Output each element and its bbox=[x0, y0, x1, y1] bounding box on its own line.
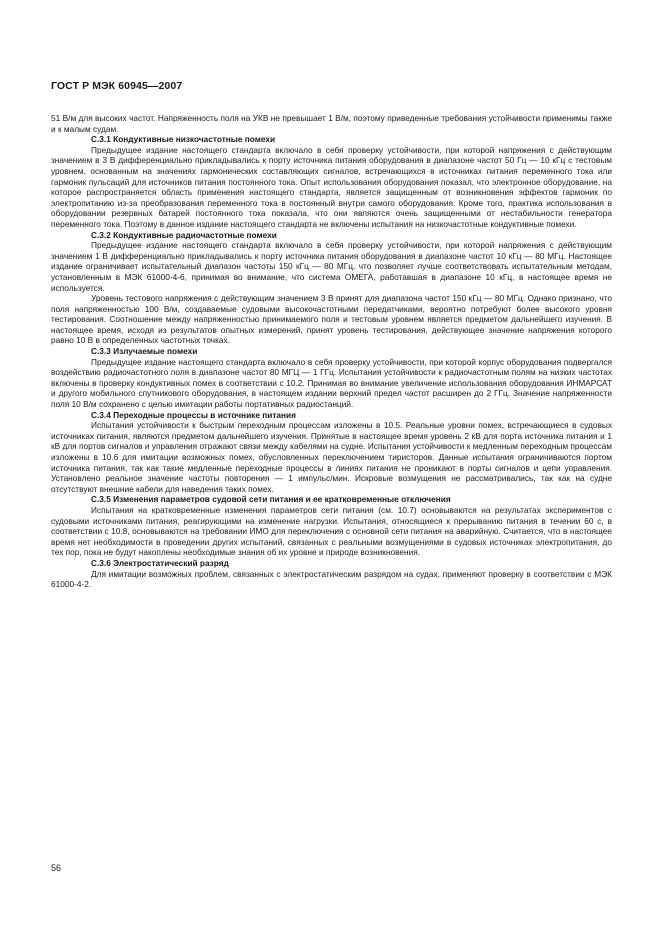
paragraph: 51 В/м для высоких частот. Напряженность поля на УКВ не превышает 1 В/м, поэтому приведенные требования устойчивости применимы также и к малым судам. bbox=[51, 113, 612, 134]
paragraph: Предыдущее издание настоящего стандарта включало в себя проверку устойчивости, при которой напряжения с действующим значением в 3 В дифференциально прикладывались к порту источника питания оборудования в диапазоне частот 50 Гц — 10 кГц с тестовым уровнем, основанным на значениях гармонических составляющих сигналов, встречающихся в источниках питания переменного тока или гармоник пульсаций для источников питания постоянного тока. Опыт использования оборудования показал, что электронное оборудование, на которое распространяется область применения настоящего стандарта, является защищенным от возникновения эффектов гармоник по электропитанию из-за преобразования переменного тока в постоянный внутри самого оборудования. Кроме того, практика использования в оборудовании резервных батарей постоянного тока показала, что они являются очень защищенными от нестабильности генератора переменного тока. Поэтому в данное издание настоящего стандарта не включены испытания на низкочастотные кондуктивные помехи. bbox=[51, 144, 612, 229]
paragraph: Испытания устойчивости к быстрым переходным процессам изложены в 10.5. Реальные уровни помех, встречающиеся в судовых источниках питания, являются предметом дальнейшего изучения. Принятые в настоящее время уровень 2 кВ для порта источника питания и 1 кВ для портов сигналов и управления отражают связи между кабелями на судне. Испытания устойчивости к медленным переходным процессам изложены в 10.6 для имитации возможных помех, обусловленных переключением тиристоров. Данные испытания ограничиваются портом источника питания, так как такие медленные переходные процессы в линиях питания не проникают в порты сигналов и цепи управления. Установлено реальное значение частоты повторения — 1 импульс/мин. Искровые возмущения не рассматривались, так как на судне отсутствуют внешние кабели для наведения таких помех. bbox=[51, 420, 612, 494]
section-heading-c34: С.3.4 Переходные процессы в источнике питания bbox=[91, 409, 296, 420]
section-heading-c35: С.3.5 Изменения параметров судовой сети питания и ее кратковременные отключения bbox=[91, 494, 451, 505]
section-heading-c31: С.3.1 Кондуктивные низкочастотные помехи bbox=[91, 134, 276, 145]
paragraph: Испытания на кратковременные изменения параметров сети питания (см. 10.7) основываются на результатах экспериментов с судовыми источниками питания, реагирующими на изменение нагрузки. Испытания, относящиеся к прерыванию питания в течении 60 с, в соответствии с 10.8, основываются на требовании ИМО для переключения с основной сети питания на аварийную. Считается, что в настоящее время нет необходимости в проведении других испытаний, связанных с реальными возмущениями в судовых источниках электропитания, до тех пор, пока не будут накоплены необходимые знания об их уровне и природе возникновения. bbox=[51, 504, 612, 558]
section-heading-c36: С.3.6 Электростатический разряд bbox=[91, 557, 229, 568]
section-heading-c33: С.3.3 Излучаемые помехи bbox=[91, 346, 198, 357]
paragraph: Уровень тестового напряжения с действующим значением 3 В принят для диапазона частот 150 кГц — 80 МГц. Однако признано, что поля напряженностью 100 В/м, создаваемые судовыми высокочастотными передатчиками, вероятно потребуют более высокого уровня тестирования. Соотношение между напряженностью принимаемого поля и тестовым уровнем является предметом дальнейшего изучения. В настоящее время, исходя из результатов опытных измерений, принят уровень тестирования, действующее значение напряжения которого равно 10 В в определенных частотных точках. bbox=[51, 293, 612, 346]
section-heading-c32: С.3.2 Кондуктивные радиочастотные помехи bbox=[91, 229, 277, 240]
document-body bbox=[51, 113, 612, 590]
page-number: 56 bbox=[51, 863, 62, 873]
paragraph: Предыдущее издание настоящего стандарта включало в себя проверку устойчивости, при которой напряжения с действующим значением 1 В дифференциально прикладывались к порту источника питания оборудования в диапазоне частот 10 кГц — 80 МГц. Настоящее издание ограничивает испытательный диапазон частоты 150 кГц — 80 МГц, что позволяет лучше соответствовать испытательным методам, установленным в МЭК 61000-4-6, принимая во внимание, что система ОМЕГА, работавшая в диапазоне 10 кГц, в настоящее время не используется. bbox=[51, 240, 612, 293]
paragraph: Для имитации возможных проблем, связанных с электростатическим разрядом на судах, применяют проверку в соответствии с МЭК 61000-4-2. bbox=[51, 568, 612, 590]
paragraph: Предыдущее издание настоящего стандарта включало в себя проверку устойчивости, при которой корпус оборудования подвергался воздействию радиочастотного поля в диапазоне частот 80 МГЦ — 1 ГГц. Испытания устойчивости к радиочастотным полям на низких частотах включены в проверку кондуктивных помех в соответствии с 10.2. Принимая во внимание увеличение использования оборудования ИНМАРСАТ и другого мобильного спутникового оборудования, в настоящем издании верхний предел частот расширен до 2 ГГц. Значение напряженности поля 10 В/м сохранено с целью имитации работы портативных радиостанций. bbox=[51, 356, 612, 410]
document-code-header: ГОСТ Р МЭК 60945—2007 bbox=[51, 80, 183, 92]
